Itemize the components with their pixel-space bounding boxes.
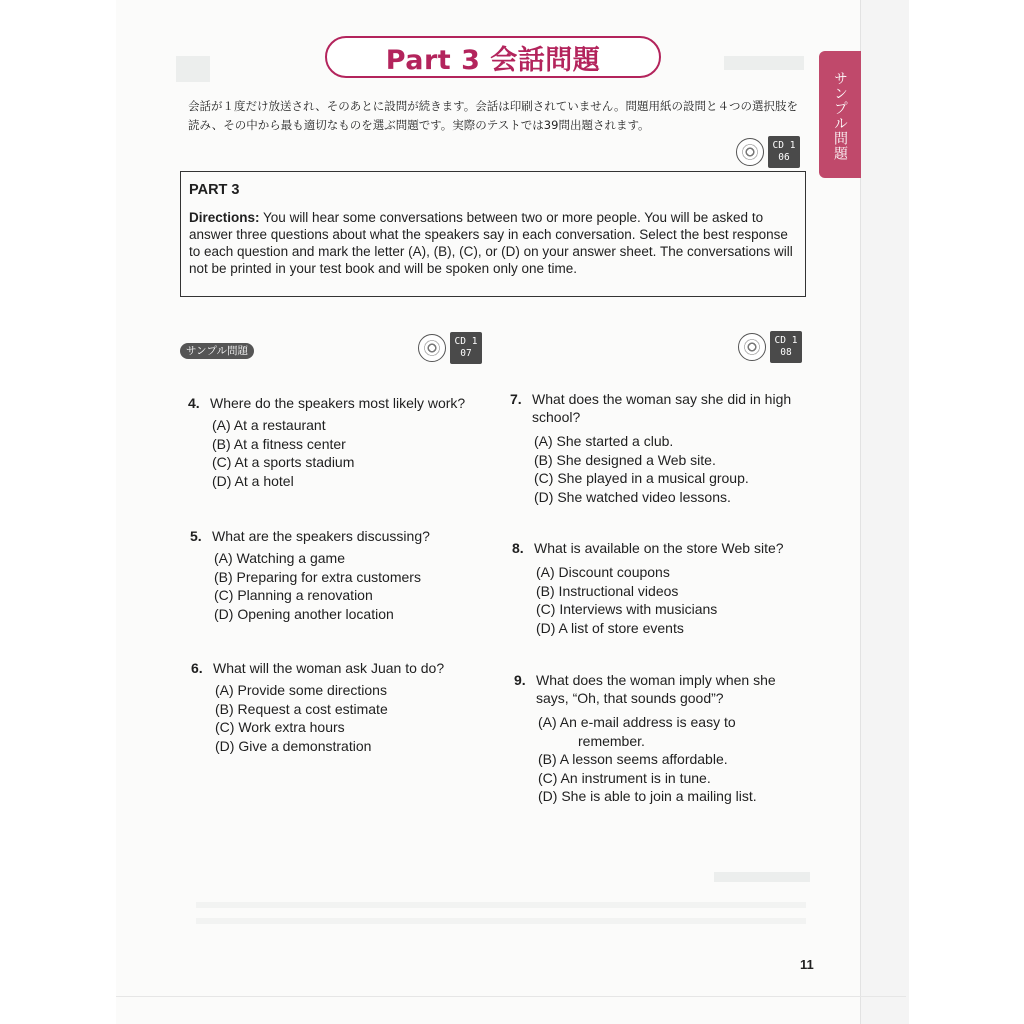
answer-option: (B) Preparing for extra customers xyxy=(214,568,421,585)
directions-label: Directions: xyxy=(189,210,260,225)
show-through-block xyxy=(196,902,806,908)
question-number: 5. xyxy=(190,528,202,544)
answer-option: (A) An e-mail address is easy to remember. xyxy=(538,714,736,749)
question-number: 4. xyxy=(188,395,200,411)
question-number: 7. xyxy=(510,391,522,407)
question-number: 6. xyxy=(191,660,203,676)
question-9 xyxy=(514,671,804,806)
cd-track-07 xyxy=(418,332,482,364)
page-number: 11 xyxy=(800,957,814,972)
answer-option: (B) A lesson seems affordable. xyxy=(538,751,728,767)
page-title: Part 3 会話問題 xyxy=(325,36,661,78)
cd-icon xyxy=(418,334,446,362)
page-bottom-edge xyxy=(116,996,906,997)
answer-option: (C) Planning a renovation xyxy=(214,587,373,603)
question-stem xyxy=(188,394,488,412)
question-text: What does the woman say she did in high school? xyxy=(532,391,792,425)
directions-heading: PART 3 xyxy=(189,182,240,198)
answer-option: (A) Provide some directions xyxy=(215,682,387,698)
question-stem xyxy=(190,527,480,545)
answer-options xyxy=(214,549,480,623)
question-text: What are the speakers discussing? xyxy=(212,528,430,544)
show-through-block xyxy=(724,56,804,70)
question-text: Where do the speakers most likely work? xyxy=(210,395,466,411)
answer-option: (A) She started a club. xyxy=(534,433,674,449)
answer-option: (B) Request a cost estimate xyxy=(215,700,388,717)
question-stem xyxy=(512,539,810,557)
cd-badge xyxy=(768,136,800,168)
answer-option: (C) Interviews with musicians xyxy=(536,601,718,617)
answer-options xyxy=(538,713,804,806)
question-text: What is available on the store Web site? xyxy=(534,540,784,556)
show-through-block xyxy=(714,872,810,882)
question-6 xyxy=(191,659,481,755)
next-page-edge xyxy=(860,0,909,1024)
answer-option: (C) She played in a musical group. xyxy=(534,470,749,486)
directions-body xyxy=(189,209,797,277)
question-number: 9. xyxy=(514,672,526,688)
answer-option: (D) Give a demonstration xyxy=(215,737,372,754)
cd-track: 06 xyxy=(778,152,790,163)
answer-option: (B) Instructional videos xyxy=(536,582,679,599)
show-through-block xyxy=(196,918,806,924)
side-tab xyxy=(819,51,861,178)
cd-icon xyxy=(738,333,766,361)
question-8 xyxy=(512,539,810,637)
question-7 xyxy=(510,390,810,506)
answer-options xyxy=(212,416,488,490)
intro-text: 会話が１度だけ放送され、そのあとに設問が続きます。会話は印刷されていません。問題用紙の設問と４つの選択肢を読み、その中から最も適切なものを選ぶ問題です。実際のテストでは39問出題されます。 xyxy=(188,99,798,132)
question-stem xyxy=(191,659,481,677)
answer-option: (D) She watched video lessons. xyxy=(534,488,731,505)
cd-label: CD 1 xyxy=(454,336,478,347)
answer-option: (A) At a restaurant xyxy=(212,417,326,433)
cd-track: 07 xyxy=(460,348,472,359)
answer-option: (C) At a sports stadium xyxy=(212,454,355,470)
cd-badge xyxy=(450,332,482,364)
answer-option: (B) At a fitness center xyxy=(212,435,346,452)
answer-option: (C) Work extra hours xyxy=(215,719,345,735)
answer-options xyxy=(215,681,481,755)
cd-label: CD 1 xyxy=(772,140,796,151)
question-5 xyxy=(190,527,480,623)
question-number: 8. xyxy=(512,540,524,556)
question-text: What does the woman imply when she says, “Oh, that sounds good”? xyxy=(536,672,776,706)
answer-options xyxy=(536,563,810,637)
answer-option: (B) She designed a Web site. xyxy=(534,451,716,468)
cd-track: 08 xyxy=(780,347,792,358)
side-tab-label: サンプル問題 xyxy=(832,71,848,161)
question-text: What will the woman ask Juan to do? xyxy=(213,660,445,676)
answer-option: (C) An instrument is in tune. xyxy=(538,769,711,786)
cd-label: CD 1 xyxy=(774,335,798,346)
answer-option: (D) A list of store events xyxy=(536,619,684,636)
cd-badge xyxy=(770,331,802,363)
directions-text: You will hear some conversations between two or more people. You will be asked to answer three questions about what the speakers say in each conversation. Select the best response to each question and mark the letter (A), (B), (C), or (D) on your answer sheet. The conversations will not be printed in your test book and will be spoken only one time. xyxy=(189,210,793,276)
directions-box xyxy=(180,171,806,297)
answer-option: (A) Watching a game xyxy=(214,550,345,566)
answer-option: (D) Opening another location xyxy=(214,605,394,622)
answer-option: (D) At a hotel xyxy=(212,472,294,489)
show-through-block xyxy=(176,56,210,82)
cd-track-06 xyxy=(736,136,800,168)
cd-icon xyxy=(736,138,764,166)
question-stem xyxy=(514,671,804,707)
cd-track-08 xyxy=(738,331,802,363)
answer-option: (D) She is able to join a mailing list. xyxy=(538,788,757,804)
answer-option: (A) Discount coupons xyxy=(536,564,670,580)
answer-options xyxy=(534,432,810,506)
question-4 xyxy=(188,394,488,490)
sample-label: サンプル問題 xyxy=(180,343,254,359)
question-stem xyxy=(510,390,810,426)
